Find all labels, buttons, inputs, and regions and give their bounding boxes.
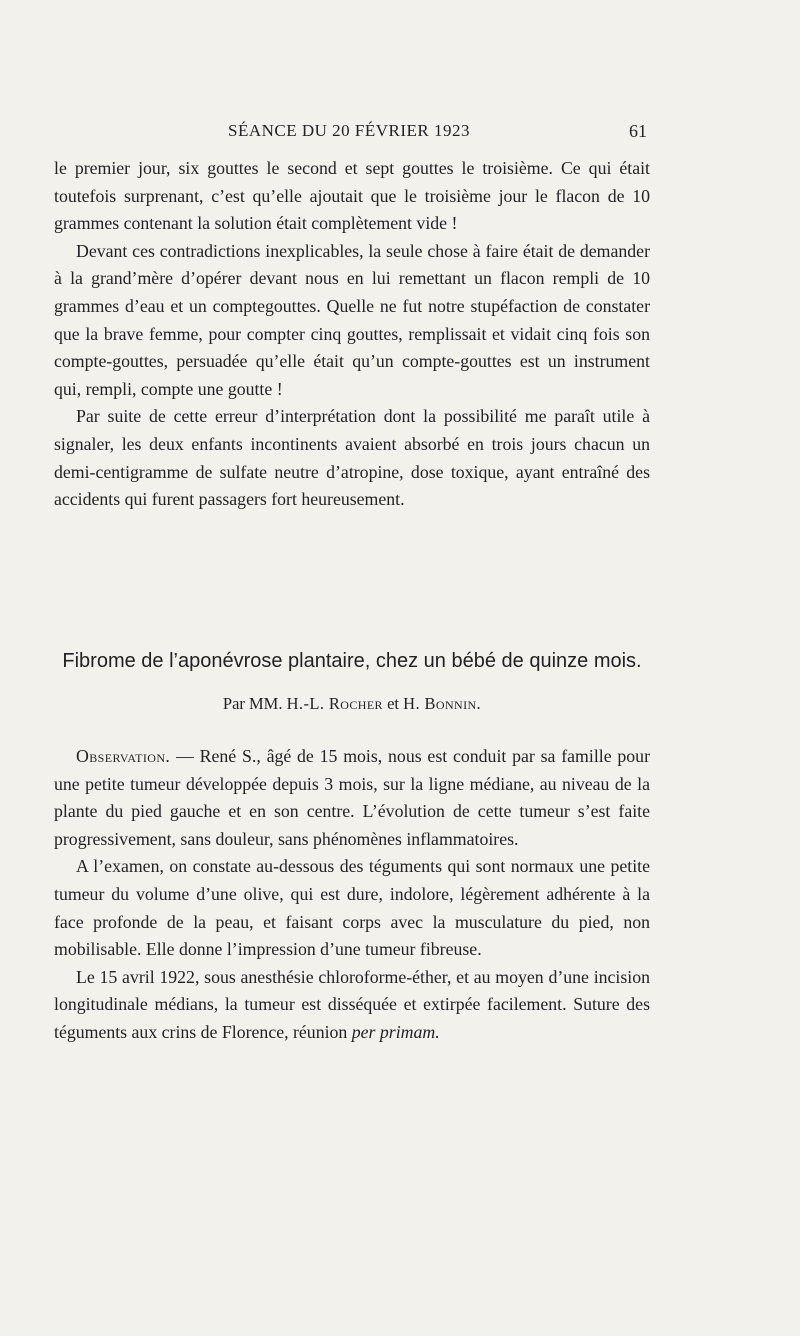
author-2: H. Bonnin.	[403, 694, 482, 713]
paragraph-1: le premier jour, six gouttes le second et sept gouttes le troisième. Ce qui était toutefois surprenant, c’est qu’elle ajoutait que le troisième jour le flacon de 10 grammes contenant la solution était complètement vide !	[54, 158, 650, 234]
paragraph-2: Devant ces contradictions inexplicables, la seule chose à faire était de demander à la grand’mère d’opérer devant nous en lui remettant un flacon rempli de 10 grammes d’eau et un comptegouttes. Quelle ne fut notre stupéfaction de constater que la brave femme, pour compter cinq gouttes, remplissait et vidait cinq fois son compte-gouttes, persuadée qu’elle était qu’un compte-gouttes est un instrument qui, rempli, compte une goutte !	[54, 240, 650, 399]
article-title: Fibrome de l’aponévrose plantaire, chez un bébé de quinze mois.	[62, 650, 642, 672]
continued-text-section	[54, 155, 650, 514]
running-head	[228, 121, 648, 141]
surgery-italic-phrase: per primam.	[351, 1021, 440, 1042]
observation-paragraph	[54, 743, 650, 853]
running-title: SÉANCE DU 20 FÉVRIER 1923	[228, 121, 471, 140]
exam-paragraph: A l’examen, on constate au-dessous des téguments qui sont normaux une petite tumeur du volume d’une olive, qui est dure, indolore, légèrement adhérente à la face profonde de la peau, et faisant corps avec la musculature du pied, non mobilisable. Elle donne l’impression d’une tumeur fibreuse.	[54, 856, 650, 960]
observation-label: Observation.	[76, 746, 171, 766]
observation-text: — René S., âgé de 15 mois, nous est conduit par sa famille pour une petite tumeur développée depuis 3 mois, sur la ligne médiane, au niveau de la plante du pied gauche et en son centre. L’évolution de cette tumeur s’est faite progressivement, sans douleur, sans phénomènes inflammatoires.	[54, 746, 650, 849]
article-body	[54, 743, 650, 1047]
paragraph-3: Par suite de cette erreur d’interprétation dont la possibilité me paraît utile à signaler, les deux enfants incontinents avaient absorbé en trois jours chacun un demi-centigramme de sulfate neutre d’atropine, dose toxique, ayant entraîné des accidents qui furent passagers fort heureusement.	[54, 406, 650, 510]
byline-connector: et	[387, 694, 399, 713]
surgery-paragraph	[54, 964, 650, 1047]
byline-prefix: Par MM.	[222, 694, 283, 713]
author-1: H.-L. Rocher	[286, 694, 383, 713]
surgery-text: Le 15 avril 1922, sous anesthésie chloroforme-éther, et au moyen d’une incision longitudinale médians, la tumeur est disséquée et extirpée facilement. Suture des téguments aux crins de Florence, réunion	[54, 966, 650, 1042]
byline	[54, 692, 650, 716]
page-number: 61	[629, 121, 647, 141]
